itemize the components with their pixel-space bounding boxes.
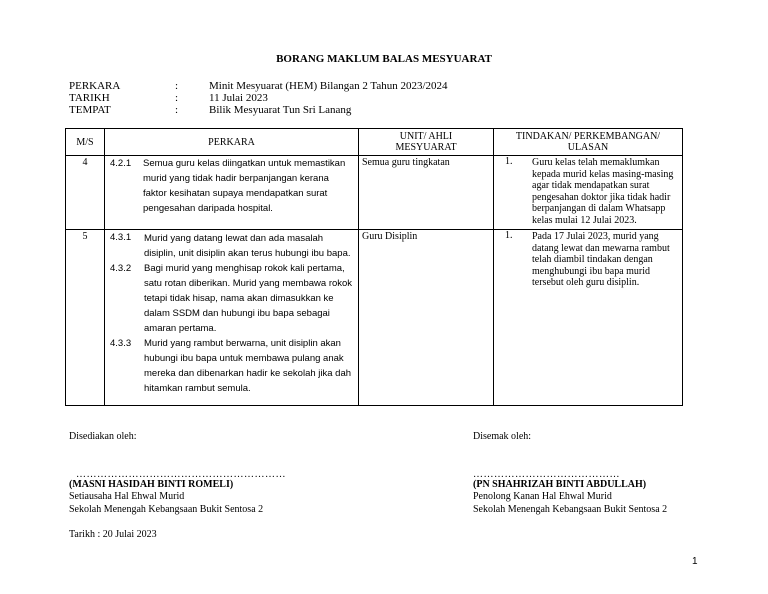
page-number: 1 — [692, 556, 698, 567]
item-number: 4.3.2 — [110, 263, 132, 274]
row-perkara — [105, 156, 359, 230]
item-number: 4.3.3 — [110, 338, 132, 349]
action-item — [494, 230, 682, 289]
header-tindakan-line1: TINDAKAN/ PERKEMBANGAN/ — [515, 131, 661, 142]
meta-key: TARIKH — [69, 92, 110, 104]
reviewed-name: (PN SHAHRIZAH BINTI ABDULLAH) — [473, 479, 647, 490]
header-unit-line2: MESYUARAT — [395, 142, 457, 153]
item-text: Semua guru kelas diingatkan untuk memastikan murid yang tidak hadir berpanjangan kerana faktor kesihatan supaya mendapatkan surat pengesahan daripada hospital. — [143, 158, 346, 214]
row-unit: Semua guru tingkatan — [359, 156, 494, 230]
header-unit — [359, 129, 494, 156]
item-number: 4.3.1 — [110, 232, 132, 243]
row-ms: 4 — [66, 156, 105, 230]
list-item — [105, 156, 358, 216]
table-header-row — [66, 129, 683, 156]
action-number: 1. — [505, 230, 513, 241]
minutes-table — [65, 128, 683, 406]
meta-value: 11 Julai 2023 — [209, 92, 268, 104]
reviewed-signature-line: …………………………………… — [473, 469, 620, 480]
row-ms: 5 — [66, 230, 105, 406]
item-text: Murid yang rambut berwarna, unit disiplin akan hubungi ibu bapa untuk membawa pulang anak mereka dan dibenarkan hadir ke sekolah jika dah hitamkan rambut semula. — [144, 338, 352, 394]
meta-key: PERKARA — [69, 80, 121, 92]
prepared-name: (MASNI HASIDAH BINTI ROMELI) — [69, 479, 234, 490]
prepared-label: Disediakan oleh: — [69, 431, 137, 442]
row-perkara — [105, 230, 359, 406]
prepared-position: Setiausaha Hal Ehwal Murid — [69, 491, 185, 502]
header-perkara: PERKARA — [105, 129, 359, 156]
item-number: 4.2.1 — [110, 158, 132, 169]
action-text: Pada 17 Julai 2023, murid yang datang lewat dan mewarna rambut telah diambil tindakan dengan menghubungi ibu bapa murid tersebut oleh guru disiplin. — [532, 231, 670, 288]
meta-value: Minit Mesyuarat (HEM) Bilangan 2 Tahun 2023/2024 — [209, 80, 448, 92]
header-tindakan-line2: ULASAN — [567, 142, 609, 153]
row-action — [494, 156, 683, 230]
meta-sep: : — [175, 80, 179, 92]
reviewed-position: Penolong Kanan Hal Ehwal Murid — [473, 491, 612, 502]
row-action — [494, 230, 683, 406]
item-text: Bagi murid yang menghisap rokok kali pertama, satu rotan diberikan. Murid yang membawa rokok tetapi tidak hisap, nama akan dimasukkan ke dalam SSDM dan hubungi ibu bapa sebagai amaran pertama. — [144, 263, 353, 334]
reviewed-label: Disemak oleh: — [473, 431, 532, 442]
header-ms: M/S — [66, 129, 105, 156]
prepared-date: Tarikh : 20 Julai 2023 — [69, 529, 157, 540]
row-unit: Guru Disiplin — [359, 230, 494, 406]
meta-sep: : — [175, 104, 179, 116]
list-item — [105, 336, 358, 396]
meta-value: Bilik Mesyuarat Tun Sri Lanang — [209, 104, 352, 116]
list-item — [105, 230, 358, 261]
list-item — [105, 261, 358, 336]
header-unit-line1: UNIT/ AHLI — [399, 131, 453, 142]
document-title: BORANG MAKLUM BALAS MESYUARAT — [276, 53, 492, 65]
prepared-school: Sekolah Menengah Kebangsaan Bukit Sentosa 2 — [69, 504, 264, 515]
meta-sep: : — [175, 92, 179, 104]
item-text: Murid yang datang lewat dan ada masalah disiplin, unit disiplin akan terus hubungi ibu bapa. — [144, 233, 351, 259]
header-tindakan — [494, 129, 683, 156]
reviewed-school: Sekolah Menengah Kebangsaan Bukit Sentosa 2 — [473, 504, 668, 515]
prepared-signature-line: …………………………………………………… — [76, 469, 286, 480]
table-row — [66, 156, 683, 230]
action-text: Guru kelas telah memaklumkan kepada murid kelas masing-masing agar tidak mendapatkan surat pengesahan doktor jika tidak hadir berpanjangan di dalam Whatsapp kelas mulai 12 Julai 2023. — [532, 157, 674, 226]
meta-key: TEMPAT — [69, 104, 111, 116]
action-number: 1. — [505, 156, 513, 167]
action-item — [494, 156, 682, 226]
table-row — [66, 230, 683, 406]
